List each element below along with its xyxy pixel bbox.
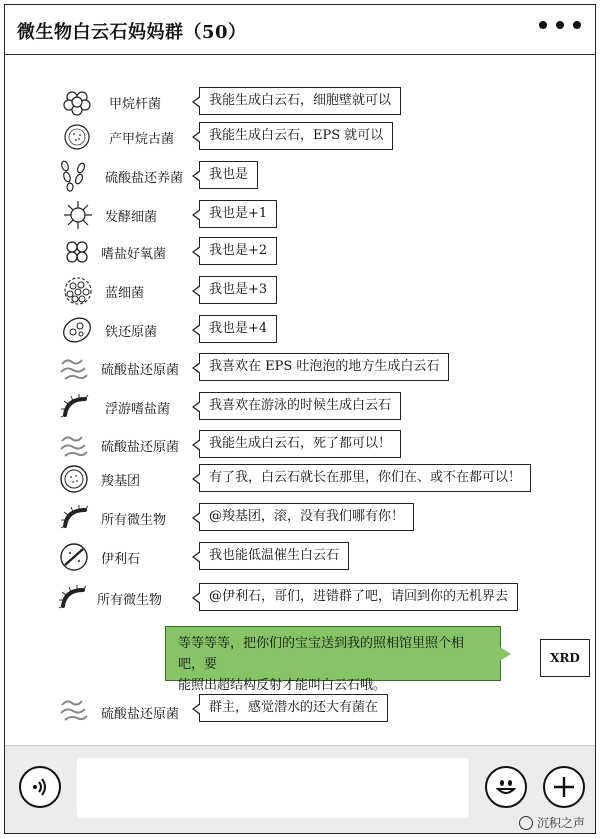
sender-name: 浮游嗜盐菌	[105, 402, 171, 417]
message-bubble[interactable]: 我能生成白云石，EPS 就可以	[199, 122, 393, 150]
message-bubble[interactable]: 我能生成白云石，死了都可以！	[199, 430, 401, 458]
ringed-cell-icon	[57, 463, 91, 495]
chat-window	[4, 4, 596, 834]
sender-name: 甲烷杆菌	[109, 97, 162, 112]
squiggle-rods-icon	[57, 352, 91, 384]
message-bubble[interactable]: 我也是+2	[199, 237, 277, 265]
message-bubble[interactable]: @羧基团，滚，没有我们哪有你！	[199, 503, 414, 531]
message-bubble[interactable]: 我也是	[199, 161, 258, 189]
cell-pair-icon	[60, 236, 94, 268]
curved-hairy-icon	[59, 391, 93, 423]
message-bubble[interactable]: 我也是+4	[199, 315, 277, 343]
sender-name: 蓝细菌	[105, 286, 145, 301]
voice-icon[interactable]	[19, 766, 61, 808]
message-bubble[interactable]: @伊利石，哥们，进错群了吧，请回到你的无机界去	[199, 583, 518, 611]
message-row	[5, 160, 595, 192]
message-row	[5, 236, 595, 268]
message-bubble[interactable]: 我也能低温催生白云石	[199, 542, 349, 570]
message-bubble[interactable]: 我能生成白云石，细胞壁就可以	[199, 87, 401, 115]
message-row	[5, 121, 595, 153]
squiggle-rods-icon	[57, 429, 91, 461]
watermark	[519, 814, 585, 831]
sender-name: 硫酸盐还养菌	[105, 171, 184, 186]
message-bubble[interactable]: 我也是+3	[199, 276, 277, 304]
chat-title: 微生物白云石妈妈群（50）	[17, 22, 247, 43]
message-row	[5, 582, 595, 614]
own-message-bubble[interactable]	[165, 626, 501, 693]
message-row	[5, 352, 595, 384]
sender-name: 硫酸盐还原菌	[101, 707, 180, 722]
message-row	[5, 463, 595, 495]
message-row	[5, 199, 595, 231]
cell-diagonal-icon	[57, 541, 91, 573]
sender-name: 发酵细菌	[105, 210, 158, 225]
message-row	[5, 429, 595, 461]
own-message-line: 等等等等，把你们的宝宝送到我的照相馆里照个相吧，要	[178, 636, 465, 672]
more-options-icon[interactable]	[539, 21, 581, 29]
message-row	[5, 275, 595, 307]
own-avatar: XRD	[540, 639, 590, 677]
squiggle-rods-icon	[57, 693, 91, 725]
oval-cell-icon	[60, 314, 94, 346]
curved-hairy-icon	[57, 582, 91, 614]
sender-name: 所有微生物	[101, 513, 167, 528]
message-bubble[interactable]: 我喜欢在 EPS 吐泡泡的地方生成白云石	[199, 353, 449, 381]
input-bar	[5, 745, 595, 833]
message-input[interactable]	[77, 758, 469, 818]
message-bubble[interactable]: 有了我，白云石就长在那里，你们在、或不在都可以！	[199, 464, 531, 492]
sender-name: 硫酸盐还原菌	[101, 363, 180, 378]
sender-name: 伊利石	[101, 552, 141, 567]
sender-name: 所有微生物	[97, 593, 163, 608]
sender-name: 嗜盐好氧菌	[101, 247, 167, 262]
message-row	[5, 693, 595, 725]
sender-name: 产甲烷古菌	[109, 132, 175, 147]
plus-icon[interactable]	[543, 766, 585, 808]
message-bubble[interactable]: 我喜欢在游泳的时候生成白云石	[199, 392, 401, 420]
message-bubble[interactable]: 群主，感觉潜水的还大有菌在	[199, 694, 388, 722]
chain-rods-icon	[57, 160, 91, 192]
message-row	[5, 502, 595, 534]
own-message-line: 能照出超结构反射才能叫白云石哦。	[178, 678, 387, 693]
sender-name: 硫酸盐还原菌	[101, 440, 180, 455]
spiky-cell-icon	[61, 199, 95, 231]
watermark-logo-icon	[519, 816, 533, 830]
sender-name: 铁还原菌	[105, 325, 158, 340]
smiley-icon[interactable]	[485, 766, 527, 808]
round-cell-icon	[60, 121, 94, 153]
sender-name: 羧基团	[101, 474, 141, 489]
message-row	[5, 314, 595, 346]
message-row	[5, 541, 595, 573]
message-bubble[interactable]: 我也是+1	[199, 200, 277, 228]
message-row	[5, 86, 595, 118]
flower-cluster-icon	[60, 86, 94, 118]
dotted-cluster-icon	[61, 275, 95, 307]
chat-header	[5, 5, 595, 55]
watermark-text: 沉积之声	[536, 816, 585, 830]
message-row	[5, 391, 595, 423]
curved-hairy-icon	[59, 502, 93, 534]
